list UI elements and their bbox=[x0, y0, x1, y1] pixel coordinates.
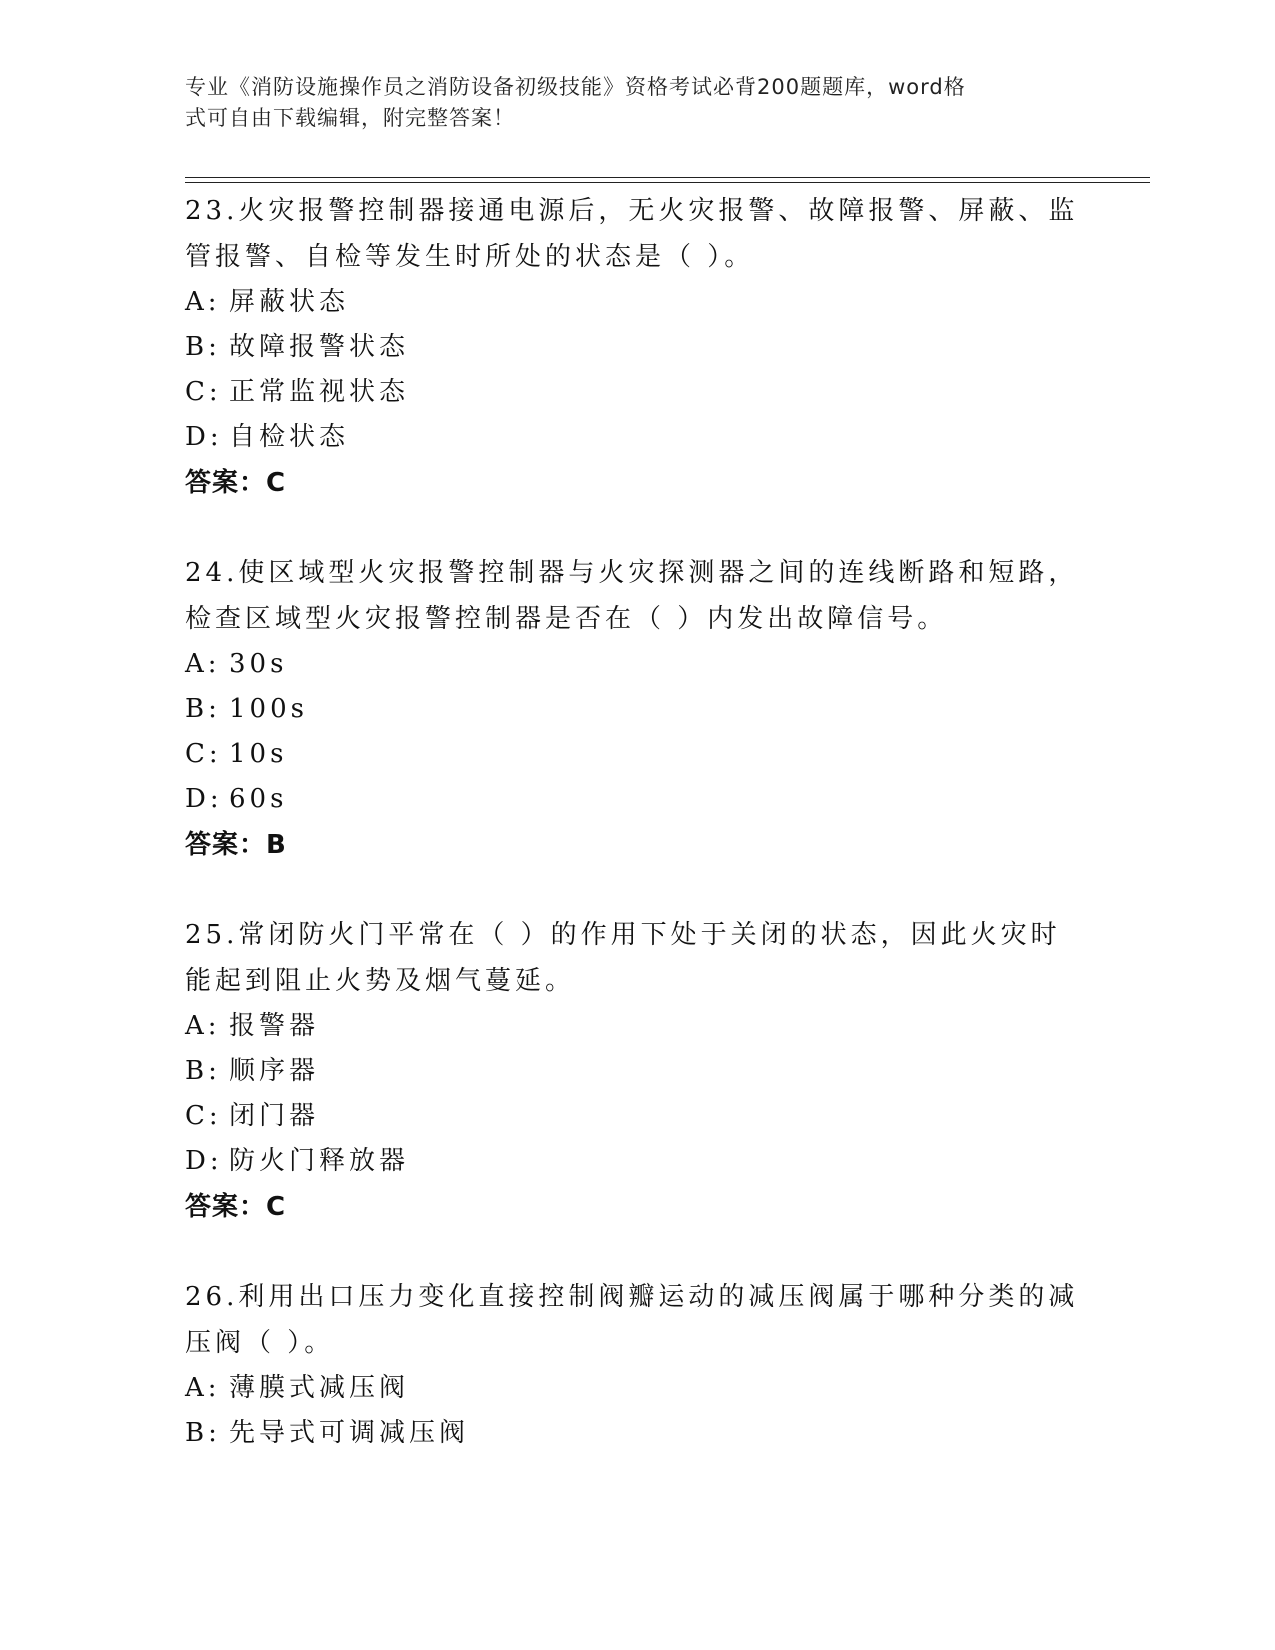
answer-line: 答案：B bbox=[185, 830, 287, 860]
question-text: 26.利用出口压力变化直接控制阀瓣运动的减压阀属于哪种分类的减压阀（ ）。 bbox=[185, 1282, 1079, 1358]
option-letter: A: bbox=[185, 1011, 221, 1041]
header-divider-bottom bbox=[185, 182, 1150, 183]
option-letter: D: bbox=[185, 1146, 223, 1176]
option-text: 60s bbox=[229, 784, 288, 814]
option-b bbox=[185, 1411, 1085, 1456]
option-text: 闭门器 bbox=[229, 1101, 320, 1131]
option-text: 防火门释放器 bbox=[229, 1146, 410, 1176]
option-text: 100s bbox=[229, 694, 308, 724]
option-text: 先导式可调减压阀 bbox=[229, 1418, 470, 1448]
question-24 bbox=[185, 550, 1085, 868]
option-text: 薄膜式减压阀 bbox=[229, 1373, 410, 1403]
question-26 bbox=[185, 1274, 1085, 1456]
option-b bbox=[185, 1049, 1085, 1094]
option-text: 30s bbox=[229, 649, 288, 679]
question-25 bbox=[185, 912, 1085, 1230]
option-text: 顺序器 bbox=[229, 1056, 320, 1086]
option-text: 自检状态 bbox=[229, 422, 350, 452]
option-letter: A: bbox=[185, 649, 221, 679]
answer-line: 答案：C bbox=[185, 468, 287, 498]
answer-line: 答案：C bbox=[185, 1192, 287, 1222]
document-header bbox=[185, 72, 1065, 134]
option-a bbox=[185, 642, 1085, 687]
option-d bbox=[185, 1139, 1085, 1184]
option-text: 10s bbox=[229, 739, 288, 769]
option-text: 正常监视状态 bbox=[229, 377, 410, 407]
option-a bbox=[185, 1366, 1085, 1411]
question-text: 24.使区域型火灾报警控制器与火灾探测器之间的连线断路和短路，检查区域型火灾报警控制器是否在（ ）内发出故障信号。 bbox=[185, 558, 1079, 634]
option-d bbox=[185, 777, 1085, 822]
option-letter: A: bbox=[185, 287, 221, 317]
option-text: 报警器 bbox=[229, 1011, 320, 1041]
option-b bbox=[185, 687, 1085, 732]
header-divider-top bbox=[185, 177, 1150, 178]
option-letter: B: bbox=[185, 332, 221, 362]
option-d bbox=[185, 415, 1085, 460]
option-text: 屏蔽状态 bbox=[229, 287, 350, 317]
option-c bbox=[185, 732, 1085, 777]
option-letter: A: bbox=[185, 1373, 221, 1403]
option-letter: B: bbox=[185, 1418, 221, 1448]
option-letter: D: bbox=[185, 422, 223, 452]
option-c bbox=[185, 370, 1085, 415]
option-text: 故障报警状态 bbox=[229, 332, 410, 362]
header-line-1: 专业《消防设施操作员之消防设备初级技能》资格考试必背200题题库，word格 bbox=[185, 75, 966, 99]
question-text: 25.常闭防火门平常在（ ）的作用下处于关闭的状态，因此火灾时能起到阻止火势及烟气蔓延。 bbox=[185, 920, 1061, 996]
header-line-2: 式可自由下载编辑，附完整答案！ bbox=[185, 106, 515, 130]
option-letter: D: bbox=[185, 784, 223, 814]
option-letter: C: bbox=[185, 377, 222, 407]
question-list bbox=[185, 188, 1085, 1500]
option-b bbox=[185, 325, 1085, 370]
question-text: 23.火灾报警控制器接通电源后，无火灾报警、故障报警、屏蔽、监管报警、自检等发生时所处的状态是（ ）。 bbox=[185, 196, 1079, 272]
option-letter: B: bbox=[185, 694, 221, 724]
option-a bbox=[185, 280, 1085, 325]
question-23 bbox=[185, 188, 1085, 506]
option-letter: C: bbox=[185, 739, 222, 769]
option-letter: B: bbox=[185, 1056, 221, 1086]
option-a bbox=[185, 1004, 1085, 1049]
option-letter: C: bbox=[185, 1101, 222, 1131]
option-c bbox=[185, 1094, 1085, 1139]
